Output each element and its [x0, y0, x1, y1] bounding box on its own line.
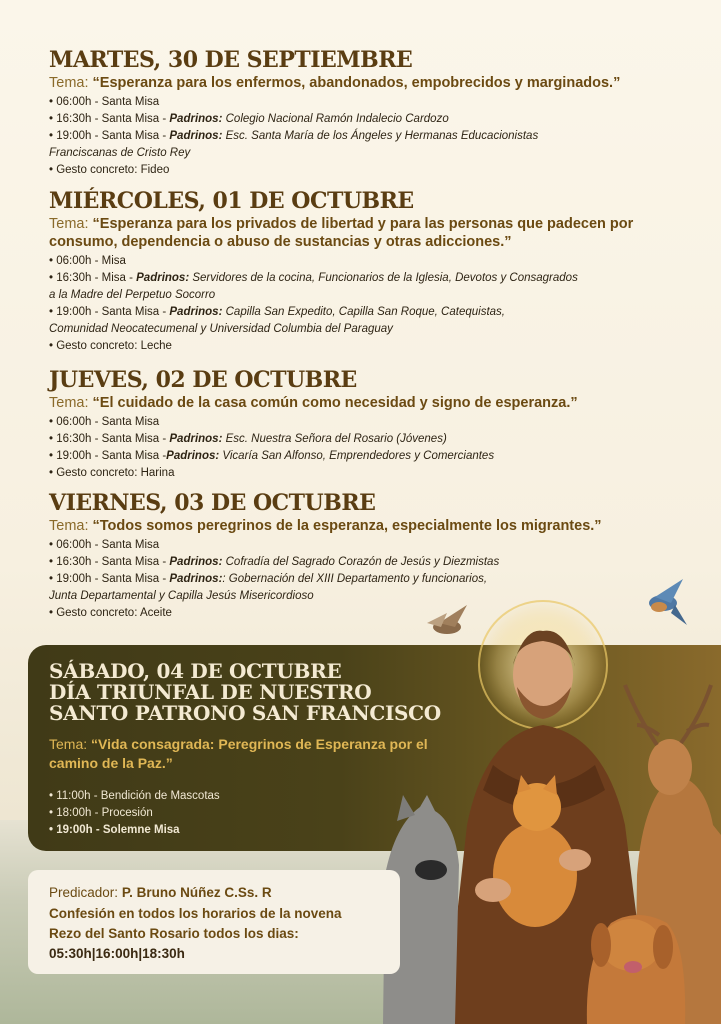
day-tema: Tema: “Todos somos peregrinos de la esperanza, especialmente los migrantes.”: [49, 518, 602, 534]
day-title: MIÉRCOLES, 01 DE OCTUBRE: [49, 188, 414, 214]
feast-schedule: [49, 788, 220, 839]
day-block-miercoles: [49, 188, 689, 355]
schedule-line: • 19:00h - Santa Misa -Padrinos: Vicaría San Alfonso, Emprendedores y Comerciantes: [49, 450, 495, 462]
schedule-line: Junta Departamental y Capilla Jesús Misericordioso: [49, 590, 314, 602]
schedule-line: • 19:00h - Santa Misa - Padrinos: Esc. Santa María de los Ángeles y Hermanas Educacionistas: [49, 130, 539, 142]
bluebird-icon: [649, 579, 687, 625]
info-box: [28, 870, 400, 974]
list-item: • 19:00h - Solemne Misa: [49, 824, 180, 836]
schedule-line: • Gesto concreto: Aceite: [49, 607, 172, 619]
schedule-line: • Gesto concreto: Harina: [49, 467, 175, 479]
day-tema: Tema: “El cuidado de la casa común como necesidad y signo de esperanza.”: [49, 395, 578, 411]
schedule-line: • 16:30h - Misa - Padrinos: Servidores de la cocina, Funcionarios de la Iglesia, Devotos y Consagrados: [49, 272, 578, 284]
day-title: MARTES, 30 DE SEPTIEMBRE: [49, 47, 413, 73]
schedule-line: • 19:00h - Santa Misa - Padrinos: Capilla San Expedito, Capilla San Roque, Catequistas,: [49, 306, 505, 318]
bird-icon: [427, 605, 467, 634]
day-block-jueves: [49, 367, 689, 482]
schedule-line: • 06:00h - Santa Misa: [49, 416, 160, 428]
saint-francis-illustration: [375, 575, 721, 1024]
schedule-line: a la Madre del Perpetuo Socorro: [49, 289, 216, 301]
list-item: • 18:00h - Procesión: [49, 807, 153, 819]
list-item: • 11:00h - Bendición de Mascotas: [49, 790, 220, 802]
schedule-line: • 06:00h - Misa: [49, 255, 126, 267]
day-items: [49, 94, 689, 179]
schedule-line: Comunidad Neocatecumenal y Universidad Columbia del Paraguay: [49, 323, 393, 335]
schedule-line: • 16:30h - Santa Misa - Padrinos: Cofradía del Sagrado Corazón de Jesús y Diezmistas: [49, 556, 500, 568]
schedule-line: • 16:30h - Santa Misa - Padrinos: Colegio Nacional Ramón Indalecio Cardozo: [49, 113, 449, 125]
day-items: [49, 414, 689, 482]
schedule-line: • 19:00h - Santa Misa - Padrinos:: Gobernación del XIII Departamento y funcionarios,: [49, 573, 488, 585]
day-title: JUEVES, 02 DE OCTUBRE: [49, 367, 357, 393]
day-block-martes: [49, 47, 689, 179]
day-tema: Tema: “Esperanza para los enfermos, abandonados, empobrecidos y marginados.”: [49, 75, 621, 91]
schedule-line: • 16:30h - Santa Misa - Padrinos: Esc. Nuestra Señora del Rosario (Jóvenes): [49, 433, 447, 445]
rosary-line: Rezo del Santo Rosario todos los dias:: [49, 926, 299, 941]
schedule-line: • Gesto concreto: Leche: [49, 340, 172, 352]
schedule-line: • Gesto concreto: Fideo: [49, 164, 170, 176]
day-items: [49, 253, 689, 355]
preacher-line: Predicador: P. Bruno Núñez C.Ss. R: [49, 885, 272, 900]
schedule-line: • 06:00h - Santa Misa: [49, 96, 160, 108]
schedule-line: • 06:00h - Santa Misa: [49, 539, 160, 551]
day-tema: Tema: “Esperanza para los privados de libertad y para las personas que padecen por consumo, dependencia o abuso de sustancias y otras adicciones.”: [49, 216, 634, 250]
feast-title: SÁBADO, 04 DE OCTUBRE DÍA TRIUNFAL DE NUESTRO SANTO PATRONO SAN FRANCISCO: [49, 659, 441, 725]
schedule-line: Franciscanas de Cristo Rey: [49, 147, 191, 159]
rosary-times: 05:30h|16:00h|18:30h: [49, 946, 185, 961]
cat-icon: [493, 823, 577, 927]
day-title: VIERNES, 03 DE OCTUBRE: [49, 490, 376, 516]
feast-tema: Tema: “Vida consagrada: Peregrinos de Esperanza por el camino de la Paz.”: [49, 736, 428, 771]
confession-line: Confesión en todos los horarios de la novena: [49, 906, 342, 921]
